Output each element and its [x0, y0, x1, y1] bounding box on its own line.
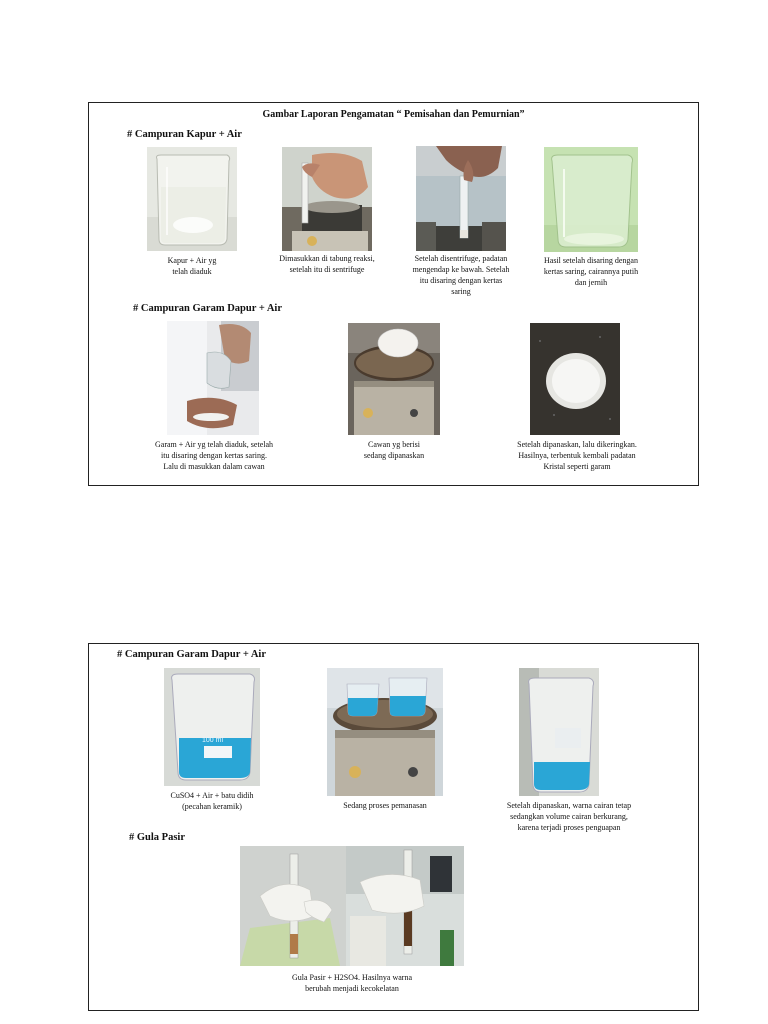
caption-pouring: Garam + Air yg telah diaduk, setelah itu disaring dengan kertas saring. Lalu di masukkan dalam cawan — [154, 440, 274, 471]
report-panel-bottom — [88, 643, 699, 1011]
photo-test-tube-centrifuge — [282, 147, 372, 251]
photo-dish-on-hotplate — [348, 323, 440, 435]
caption-salt-crystals: Setelah dipanaskan, lalu dikeringkan. Hasilnya, terbentuk kembali padatan Kristal seperti garam — [517, 440, 637, 471]
photo-salt-crystals-dish — [530, 323, 620, 435]
photo-heating-beakers — [327, 668, 443, 796]
photo-sediment-test-tube — [416, 146, 506, 251]
photo-filtered-beaker — [544, 147, 638, 252]
photo-chalk-water-beaker — [147, 147, 237, 251]
photo-sugar-h2so4-tubes — [240, 846, 464, 966]
caption-centrifuge: Dimasukkan di tabung reaksi, setelah itu di sentrifuge — [279, 254, 375, 274]
report-title: Gambar Laporan Pengamatan “ Pemisahan dan Pemurnian” — [262, 109, 525, 120]
report-panel-top — [88, 102, 699, 486]
caption-dish-heating: Cawan yg berisi sedang dipanaskan — [363, 440, 425, 460]
photo-pouring-into-dish — [167, 321, 259, 435]
caption-heating: Sedang proses pemanasan — [343, 801, 427, 810]
caption-sediment: Setelah disentrifuge, padatan mengendap ke bawah. Setelah itu disaring dengan kertas saring — [412, 254, 510, 296]
caption-filtered: Hasil setelah disaring dengan kertas saring, cairannya putih dan jernih — [543, 256, 639, 287]
photo-evaporated-beaker — [519, 668, 599, 796]
section-heading-garam-air: # Campuran Garam Dapur + Air — [133, 303, 283, 314]
caption-evaporated: Setelah dipanaskan, warna cairan tetap sedangkan volume cairan berkurang, karena terjadi proses penguapan — [506, 801, 632, 832]
caption-sugar-h2so4: Gula Pasir + H2SO4. Hasilnya warna berubah menjadi kecokelatan — [291, 973, 413, 993]
section-heading-garam-air-2: # Campuran Garam Dapur + Air — [117, 649, 267, 660]
photo-cuso4-beaker — [164, 668, 260, 786]
section-heading-kapur-air: # Campuran Kapur + Air — [127, 129, 242, 140]
section-heading-gula-pasir: # Gula Pasir — [129, 832, 186, 843]
caption-cuso4: CuSO4 + Air + batu didih (pecahan keramik) — [170, 791, 254, 811]
beaker-volume-label: 100 ml — [202, 737, 224, 744]
caption-chalk-water: Kapur + Air yg telah diaduk — [167, 256, 217, 276]
